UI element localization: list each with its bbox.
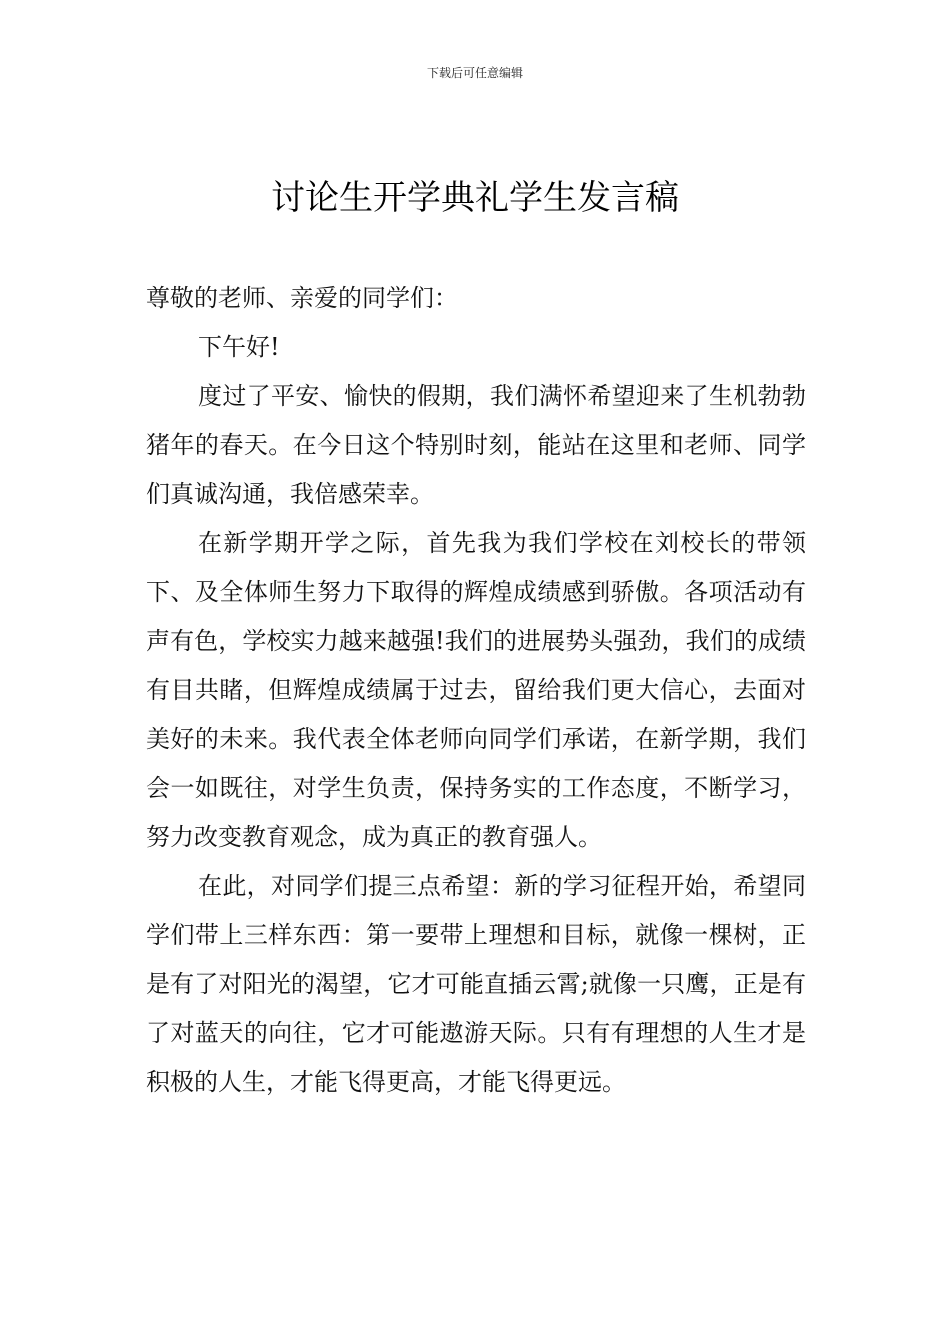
paragraph-1: 度过了平安、愉快的假期，我们满怀希望迎来了生机勃勃猪年的春天。在今日这个特别时刻，能站在这里和老师、同学们真诚沟通，我倍感荣幸。 — [146, 382, 806, 508]
salutation: 尊敬的老师、亲爱的同学们： — [146, 284, 458, 312]
header-note: 下载后可任意编辑 — [426, 66, 523, 80]
paragraph-3: 在此，对同学们提三点希望：新的学习征程开始，希望同学们带上三样东西：第一要带上理想和目标，就像一棵树，正是有了对阳光的渴望，它才可能直插云霄;就像一只鹰，正是有了对蓝天的向往，它才可能遨游天际。只有有理想的人生才是积极的人生，才能飞得更高，才能飞得更远。 — [146, 872, 806, 1096]
document-body — [146, 274, 806, 1107]
paragraph-2: 在新学期开学之际，首先我为我们学校在刘校长的带领下、及全体师生努力下取得的辉煌成绩感到骄傲。各项活动有声有色，学校实力越来越强!我们的进展势头强劲，我们的成绩有目共睹，但辉煌成绩属于过去，留给我们更大信心，去面对美好的未来。我代表全体老师向同学们承诺，在新学期，我们会一如既往，对学生负责，保持务实的工作态度，不断学习，努力改变教育观念，成为真正的教育强人。 — [146, 529, 806, 851]
document-title: 讨论生开学典礼学生发言稿 — [271, 178, 679, 218]
paragraph-greeting: 下午好! — [198, 333, 280, 361]
